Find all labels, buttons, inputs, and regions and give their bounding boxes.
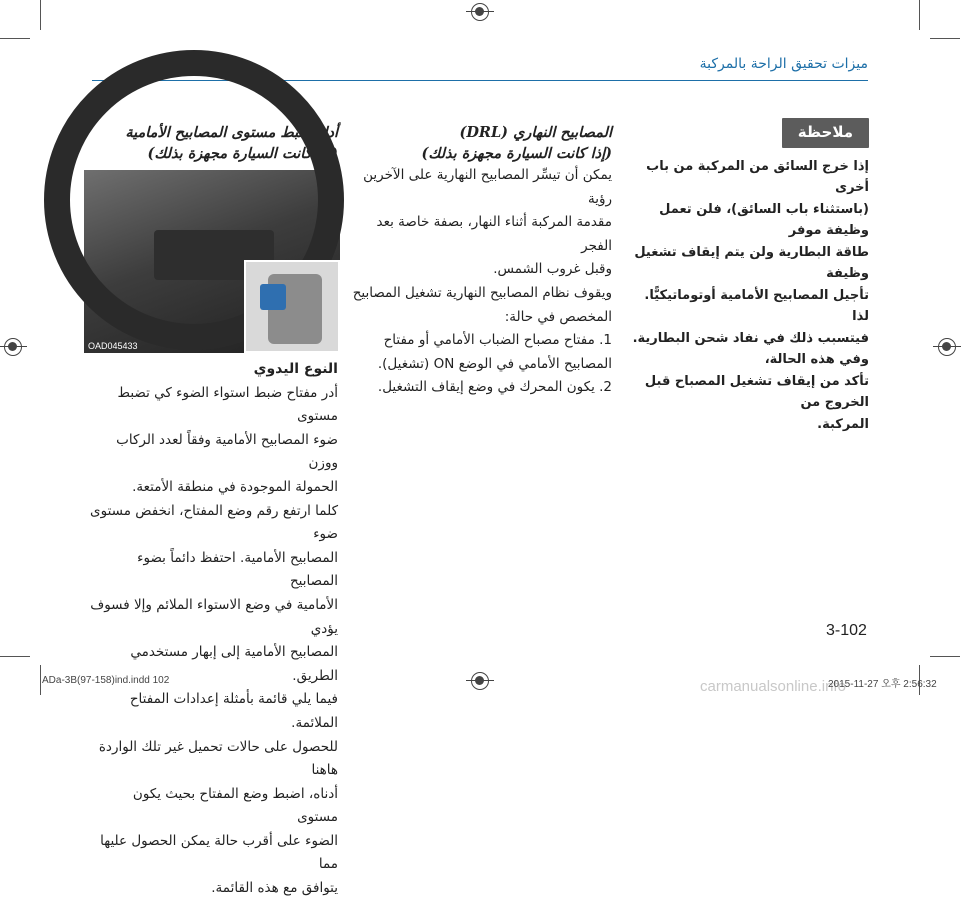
- leveling-switch-photo: [84, 170, 340, 353]
- list-item: 2. يكون المحرك في وضع إيقاف التشغيل.: [377, 379, 612, 396]
- trim-mark: [40, 665, 41, 695]
- note-line: تأجيل المصابيح الأمامية أوتوماتيكيًّا. لذا: [644, 287, 869, 325]
- body-line: المصابيح الأمامية. احتفظ دائماً بضوء المصابيح: [137, 549, 338, 590]
- figure-code: OAD045433: [88, 341, 138, 351]
- list-item: المصابيح الأمامي في الوضع ON (تشغيل).: [377, 355, 612, 372]
- page-header-title: ميزات تحقيق الراحة بالمركبة: [699, 56, 868, 72]
- note-line: المركبة.: [817, 416, 869, 432]
- leveling-dial-icon: [260, 284, 286, 310]
- registration-mark-icon: [471, 3, 489, 21]
- list-item: 1. مفتاح مصباح الضباب الأمامي أو مفتاح: [383, 332, 612, 349]
- body-line: الحمولة الموجودة في منطقة الأمتعة.: [132, 478, 338, 495]
- body-line: للحصول على حالات تحميل غير تلك الواردة هاهنا: [98, 738, 338, 779]
- note-line: (باستثناء باب السائق)، فلن تعمل وظيفة موفر: [659, 201, 869, 239]
- note-badge: ملاحظة: [782, 118, 869, 148]
- body-line: فيما يلي قائمة بأمثلة إعدادات المفتاح الملائمة.: [129, 691, 338, 731]
- watermark: carmanualsonline.info: [700, 678, 846, 695]
- body-line: ويقوف نظام المصابيح النهارية تشغيل المصابيح: [352, 284, 612, 301]
- registration-mark-icon: [471, 672, 489, 690]
- section-heading: المصابيح النهاري (DRL): [459, 124, 612, 141]
- section-heading-note: (إذا كانت السيارة مجهزة بذلك): [421, 145, 612, 162]
- note-line: تأكد من إيقاف تشغيل المصباح قبل الخروج من: [644, 373, 869, 411]
- body-line: أدناه، اضبط وضع المفتاح بحيث يكون مستوى: [132, 785, 338, 826]
- section-heading: أداة ضبط مستوى المصابيح الأمامية: [125, 124, 338, 141]
- footer-date: 2015-11-27 오후 2:56:32: [828, 679, 937, 690]
- body-line: يتوافق مع هذه القائمة.: [211, 880, 338, 897]
- registration-mark-icon: [4, 338, 22, 356]
- body-line: أدر مفتاح ضبط استواء الضوء كي تضبط مستوى: [117, 384, 338, 425]
- body-line: الأمامية في وضع الاستواء الملائم وإلا فسوف يؤدي: [90, 596, 338, 637]
- note-line: طاقة البطارية ولن يتم إيقاف تشغيل وظيفة: [634, 244, 869, 282]
- body-line: ضوء المصابيح الأمامية وفقاً لعدد الركاب ووزن: [116, 431, 338, 472]
- body-line: يمكن أن تيسِّر المصابيح النهارية على الآخرين رؤية: [363, 167, 612, 207]
- manual-type-subheading: النوع اليدوي: [253, 361, 338, 377]
- trim-mark: [0, 656, 30, 657]
- drl-section: [350, 122, 612, 400]
- body-line: كلما ارتفع رقم وضع المفتاح، انخفض مستوى ضوء: [90, 502, 338, 543]
- trim-mark: [0, 38, 30, 39]
- section-heading-note: (إذا كانت السيارة مجهزة بذلك): [147, 145, 338, 162]
- body-line: المخصص في حالة:: [504, 308, 612, 325]
- body-line: وقبل غروب الشمس.: [493, 261, 612, 278]
- body-line: المصابيح الأمامية إلى إبهار مستخدمي الطريق.: [130, 644, 338, 684]
- footer-file-name: ADa-3B(97-158)ind.indd 102: [42, 675, 170, 686]
- switch-inset: [244, 260, 340, 353]
- note-line: فيتسبب ذلك في نفاد شحن البطارية. وفي هذه الحالة،: [632, 330, 869, 368]
- manual-type-body: [88, 382, 338, 901]
- note-line: إذا خرج السائق من المركبة من باب أخرى: [646, 158, 869, 196]
- trim-mark: [930, 38, 960, 39]
- body-line: الضوء على أقرب حالة يمكن الحصول عليها مما: [100, 832, 338, 873]
- page-number: 3-102: [826, 622, 867, 639]
- trim-mark: [40, 0, 41, 30]
- note-section: [624, 118, 869, 435]
- trim-mark: [919, 0, 920, 30]
- body-line: مقدمة المركبة أثناء النهار، بصفة خاصة بعد الفجر: [376, 214, 612, 254]
- registration-mark-icon: [938, 338, 956, 356]
- trim-mark: [930, 656, 960, 657]
